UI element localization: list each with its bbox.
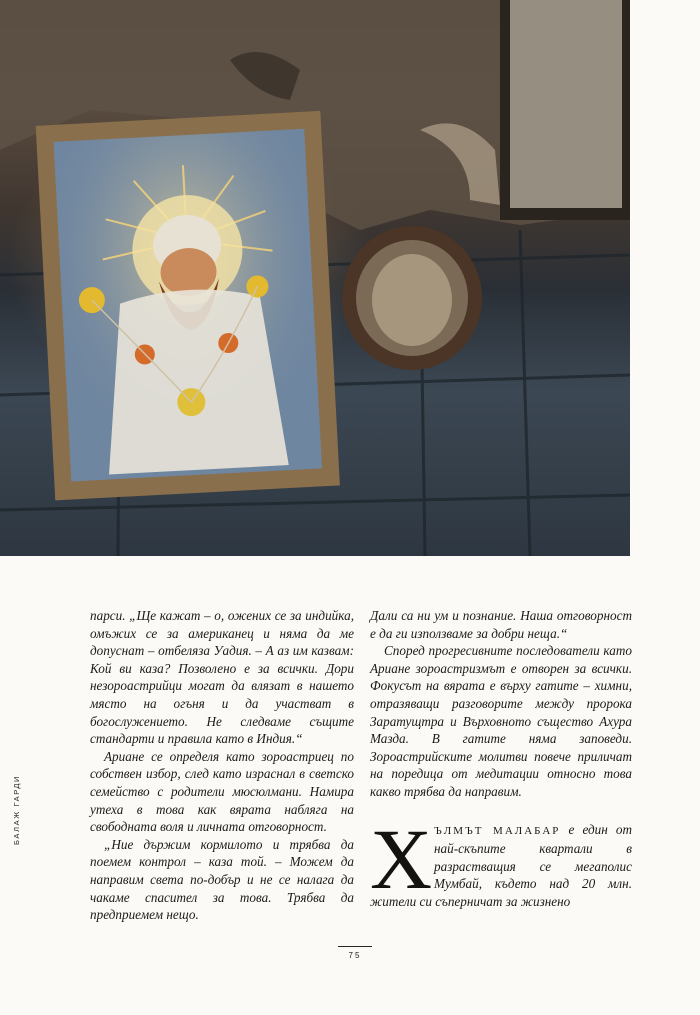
shrine-photo (0, 0, 630, 556)
left-paragraph-3: „Ние държим кормилото и трябва да поемем контрол – каза той. – Можем да направим света по-добър и не се налага да чакаме спасител за това. Трябва да предприемем нещо. (90, 836, 354, 923)
page-number: 75 (348, 951, 362, 960)
left-column (90, 607, 354, 924)
left-paragraph-1: парси. „Ще кажат – о, ожених се за индийка, омъжих се за американец и няма да ме допуснат – отбеляза Уадия. – А аз им казвам: Кой ви каза? Позволено е за всички. Дори незороастрийци могат да влязат в нашето място на огъня и да участват в богослужението. Не следваме същите стандарти и правила като в Индия.“ (90, 608, 354, 747)
section-opening (370, 810, 632, 911)
drop-cap: Х (370, 810, 433, 907)
right-column (370, 607, 632, 911)
right-paragraph-1: Дали са ни ум и познание. Наша отговорност е да ги използваме за добри неща.“ (370, 608, 632, 641)
photo-credit-label: БАЛАЖ ГАРДИ (12, 775, 21, 845)
left-paragraph-2: Ариане се определя като зороастриец по собствен избор, след като израснал в светско семейство с родители мюсюлмани. Намира утеха в това как вярата набляга на свободната воля и личната отговорност. (90, 748, 354, 835)
shrine-photo-illustration (0, 0, 630, 556)
lead-smallcaps: ЪЛМЪТ МАЛАБАР (434, 824, 561, 837)
right-paragraph-2: Според прогресивните последователи като Ариане зороастризмът е отворен за всички. Фокусът на вярата е върху гатите – химни, отразяващи разговорите между пророка Заратущтра и Върховното същество Ахура Мазда. В гатите няма заповеди. Зороастрийските молитви повече приличат на поредица от медитации относно това какво трябва да направим. (370, 643, 632, 799)
folio-rule (338, 946, 372, 947)
right-paragraph-3-text: е един от най-скъпите квартали в разрастващия се мегаполис Мумбай, където над 20 млн. жители си съперничат за жизнено (370, 821, 632, 909)
